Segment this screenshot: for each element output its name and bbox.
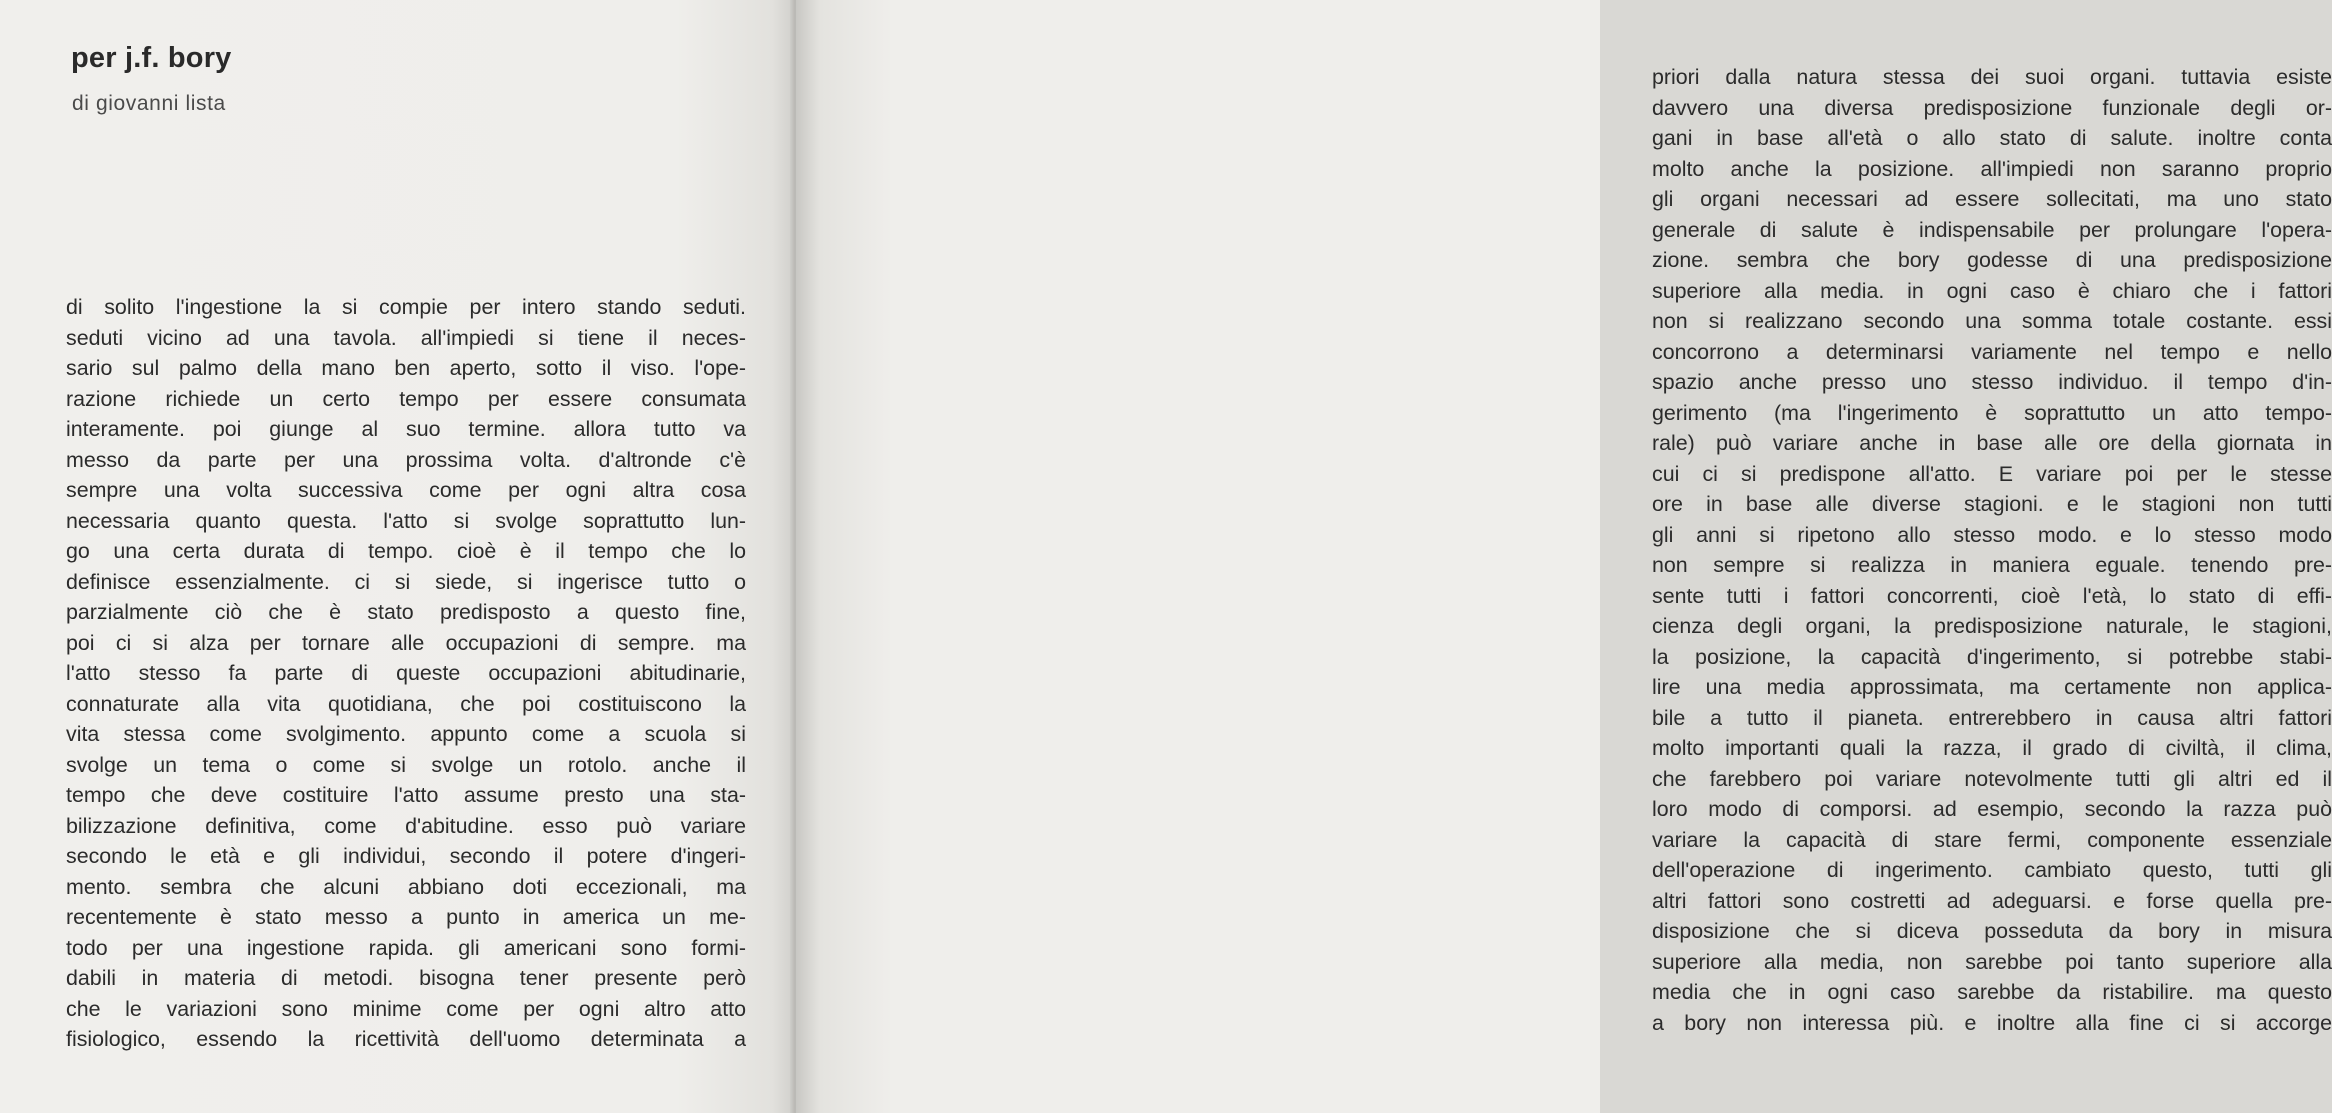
text-line: fisiologico, essendo la ricettività dell'uomo determinata a [66, 1027, 746, 1051]
text-line: go una certa durata di tempo. cioè è il tempo che lo [66, 539, 746, 563]
text-line: priori dalla natura stessa dei suoi organi. tuttavia esiste [1652, 65, 2332, 89]
text-line: gani in base all'età o allo stato di salute. inoltre conta [1652, 126, 2332, 150]
text-line: seduti vicino ad una tavola. all'impiedi si tiene il neces- [66, 325, 746, 350]
text-line: sente tutti i fattori concorrenti, cioè l'età, lo stato di effi- [1652, 583, 2332, 608]
text-line: superiore alla media. in ogni caso è chiaro che i fattori [1652, 278, 2332, 303]
text-line: non si realizzano secondo una somma totale costante. essi [1652, 309, 2332, 333]
text-line: connaturate alla vita quotidiana, che poi costituiscono la [66, 691, 746, 716]
text-line: di solito l'ingestione la si compie per intero stando seduti. [66, 295, 746, 319]
text-line: molto importanti quali la razza, il grado di civiltà, il clima, [1652, 736, 2332, 760]
text-line: definisce essenzialmente. ci si siede, si ingerisce tutto o [66, 569, 746, 594]
text-line: zione. sembra che bory godesse di una predisposizione [1652, 248, 2332, 272]
text-line: razione richiede un certo tempo per essere consumata [66, 386, 746, 411]
text-line: vita stessa come svolgimento. appunto come a scuola si [66, 722, 746, 746]
right-page [796, 0, 2332, 1113]
text-line: gerimento (ma l'ingerimento è soprattutto un atto tempo- [1652, 400, 2332, 425]
text-line: rale) può variare anche in base alle ore della giornata in [1652, 431, 2332, 455]
text-line: la posizione, la capacità d'ingerimento, si potrebbe stabi- [1652, 644, 2332, 669]
text-line: sempre una volta successiva come per ogni altra cosa [66, 478, 746, 502]
text-line: molto anche la posizione. all'impiedi non saranno proprio [1652, 156, 2332, 181]
article-author: di giovanni lista [72, 92, 226, 115]
text-line: necessaria quanto questa. l'atto si svolge soprattutto lun- [66, 508, 746, 533]
text-line: interamente. poi giunge al suo termine. allora tutto va [66, 417, 746, 441]
text-line: bilizzazione definitiva, come d'abitudine. esso può variare [66, 813, 746, 838]
text-line: cienza degli organi, la predisposizione naturale, le stagioni, [1652, 614, 2332, 638]
text-line: a bory non interessa più. e inoltre alla fine ci si accorge [1652, 1010, 2332, 1035]
text-line: todo per una ingestione rapida. gli americani sono formi- [66, 935, 746, 960]
text-line: gli anni si ripetono allo stesso modo. e lo stesso modo [1652, 522, 2332, 547]
text-line: messo da parte per una prossima volta. d'altronde c'è [66, 447, 746, 472]
text-line: spazio anche presso uno stesso individuo. il tempo d'in- [1652, 370, 2332, 394]
text-line: dabili in materia di metodi. bisogna tener presente però [66, 966, 746, 990]
text-line: loro modo di comporsi. ad esempio, secondo la razza può [1652, 797, 2332, 821]
text-line: svolge un tema o come si svolge un rotolo. anche il [66, 752, 746, 777]
left-page-body-text [66, 292, 746, 1055]
right-page-body-text [1652, 62, 2332, 1038]
text-line: cui ci si predispone all'atto. E variare poi per le stesse [1652, 461, 2332, 486]
text-line: secondo le età e gli individui, secondo il potere d'ingeri- [66, 844, 746, 868]
text-line: non sempre si realizza in maniera eguale. tenendo pre- [1652, 553, 2332, 577]
text-line: altri fattori sono costretti ad adeguarsi. e forse quella pre- [1652, 888, 2332, 913]
text-line: ore in base alle diverse stagioni. e le stagioni non tutti [1652, 492, 2332, 516]
text-line: superiore alla media, non sarebbe poi tanto superiore alla [1652, 949, 2332, 974]
text-line: che le variazioni sono minime come per ogni altro atto [66, 996, 746, 1021]
left-page [0, 0, 796, 1113]
text-line: davvero una diversa predisposizione funzionale degli or- [1652, 95, 2332, 120]
text-line: che farebbero poi variare notevolmente tutti gli altri ed il [1652, 766, 2332, 791]
text-line: variare la capacità di stare fermi, componente essenziale [1652, 827, 2332, 852]
text-line: bile a tutto il pianeta. entrerebbero in causa altri fattori [1652, 705, 2332, 730]
text-line: recentemente è stato messo a punto in america un me- [66, 905, 746, 929]
article-title: per j.f. bory [71, 42, 232, 74]
text-line: gli organi necessari ad essere sollecitati, ma uno stato [1652, 187, 2332, 211]
text-line: media che in ogni caso sarebbe da ristabilire. ma questo [1652, 980, 2332, 1004]
text-line: disposizione che si diceva posseduta da bory in misura [1652, 919, 2332, 943]
text-line: concorrono a determinarsi variamente nel tempo e nello [1652, 339, 2332, 364]
text-line: poi ci si alza per tornare alle occupazioni di sempre. ma [66, 630, 746, 655]
text-line: tempo che deve costituire l'atto assume presto una sta- [66, 783, 746, 807]
text-line: generale di salute è indispensabile per prolungare l'opera- [1652, 217, 2332, 242]
text-line: l'atto stesso fa parte di queste occupazioni abitudinarie, [66, 661, 746, 685]
text-line: sario sul palmo della mano ben aperto, sotto il viso. l'ope- [66, 356, 746, 380]
text-line: parzialmente ciò che è stato predisposto a questo fine, [66, 600, 746, 624]
text-line: mento. sembra che alcuni abbiano doti eccezionali, ma [66, 874, 746, 899]
text-line: dell'operazione di ingerimento. cambiato questo, tutti gli [1652, 858, 2332, 882]
text-line: lire una media approssimata, ma certamente non applica- [1652, 675, 2332, 699]
